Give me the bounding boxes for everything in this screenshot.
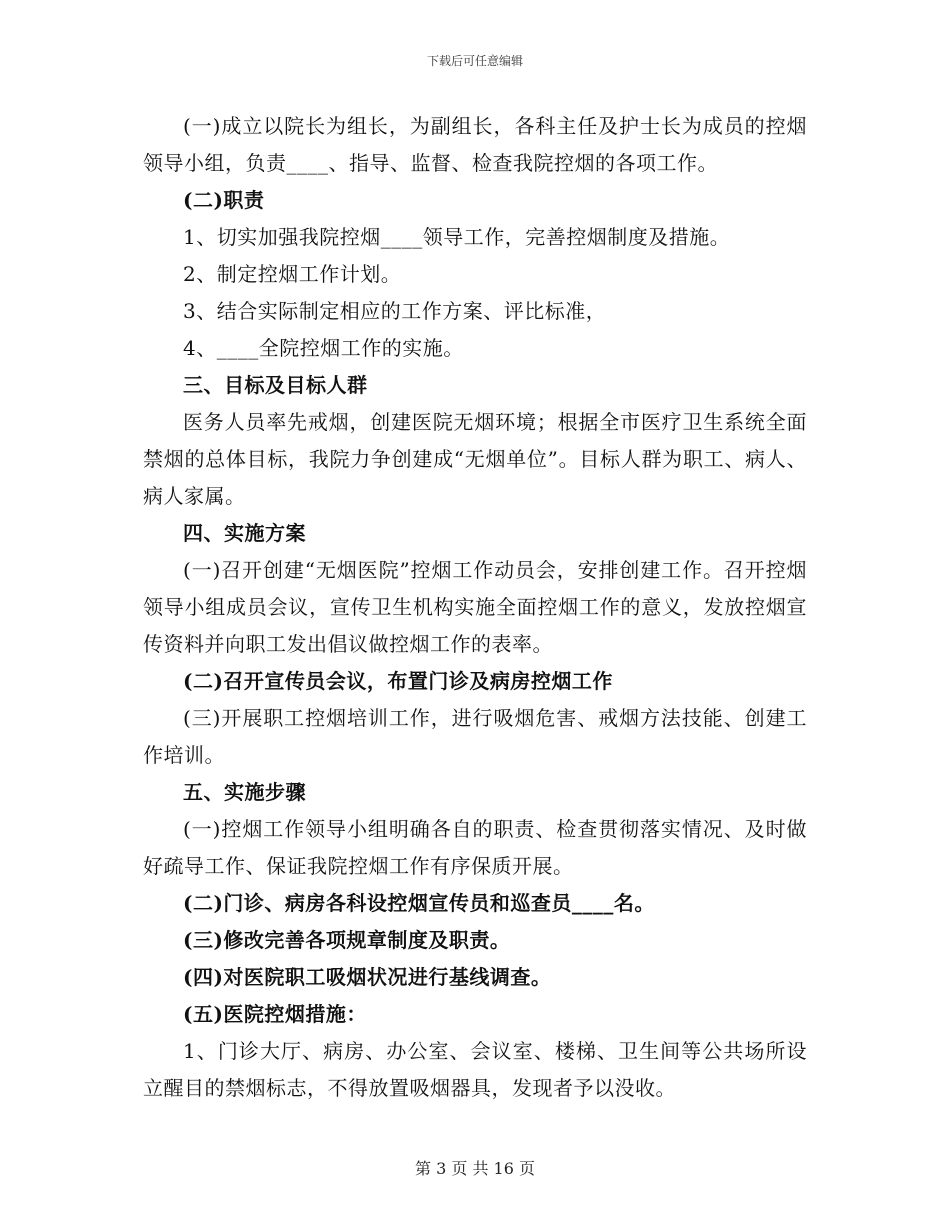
section-heading-duties: (二)职责 <box>183 188 265 212</box>
steps-heading-4: (四)对医院职工吸烟状况进行基线调查。 <box>183 965 552 989</box>
paragraph-1: (一)成立以院长为组长，为副组长，各科主任及护士长为成员的控烟领导小组，负责____、指导、监督、检查我院控烟的各项工作。 <box>143 114 807 175</box>
list-item-1: 1、切实加强我院控烟____领导工作，完善控烟制度及措施。 <box>183 225 731 249</box>
document-body <box>143 108 807 1107</box>
list-item-3: 3、结合实际制定相应的工作方案、评比标准， <box>183 299 607 323</box>
steps-heading-2: (二)门诊、病房各科设控烟宣传员和巡查员____名。 <box>183 891 655 915</box>
plan-paragraph-3: (三)开展职工控烟培训工作，进行吸烟危害、戒烟方法技能、创建工作培训。 <box>143 706 807 767</box>
plan-heading-2: (二)召开宣传员会议，布置门诊及病房控烟工作 <box>183 669 613 693</box>
steps-heading-5: (五)医院控烟措施： <box>183 1002 367 1026</box>
measures-paragraph-1: 1、门诊大厅、病房、办公室、会议室、楼梯、卫生间等公共场所设立醒目的禁烟标志，不得放置吸烟器具，发现者予以没收。 <box>143 1039 807 1100</box>
section-heading-plan: 四、实施方案 <box>183 521 306 545</box>
list-item-2: 2、制定控烟工作计划。 <box>183 262 402 286</box>
list-item-4: 4、____全院控烟工作的实施。 <box>183 336 464 360</box>
section-heading-goals: 三、目标及目标人群 <box>183 373 368 397</box>
plan-paragraph-1: (一)召开创建“无烟医院”控烟工作动员会，安排创建工作。召开控烟领导小组成员会议，宣传卫生机构实施全面控烟工作的意义，发放控烟宣传资料并向职工发出倡议做控烟工作的表率。 <box>143 558 807 656</box>
section-heading-steps: 五、实施步骤 <box>183 780 306 804</box>
page-header: 下载后可任意编辑 <box>426 54 523 68</box>
goals-paragraph: 医务人员率先戒烟，创建医院无烟环境；根据全市医疗卫生系统全面禁烟的总体目标，我院力争创建成“无烟单位”。目标人群为职工、病人、病人家属。 <box>143 410 807 508</box>
page-footer: 第 3 页 共 16 页 <box>415 1159 535 1178</box>
steps-heading-3: (三)修改完善各项规章制度及职责。 <box>183 928 511 952</box>
steps-paragraph-1: (一)控烟工作领导小组明确各自的职责、检查贯彻落实情况、及时做好疏导工作、保证我院控烟工作有序保质开展。 <box>143 817 807 878</box>
